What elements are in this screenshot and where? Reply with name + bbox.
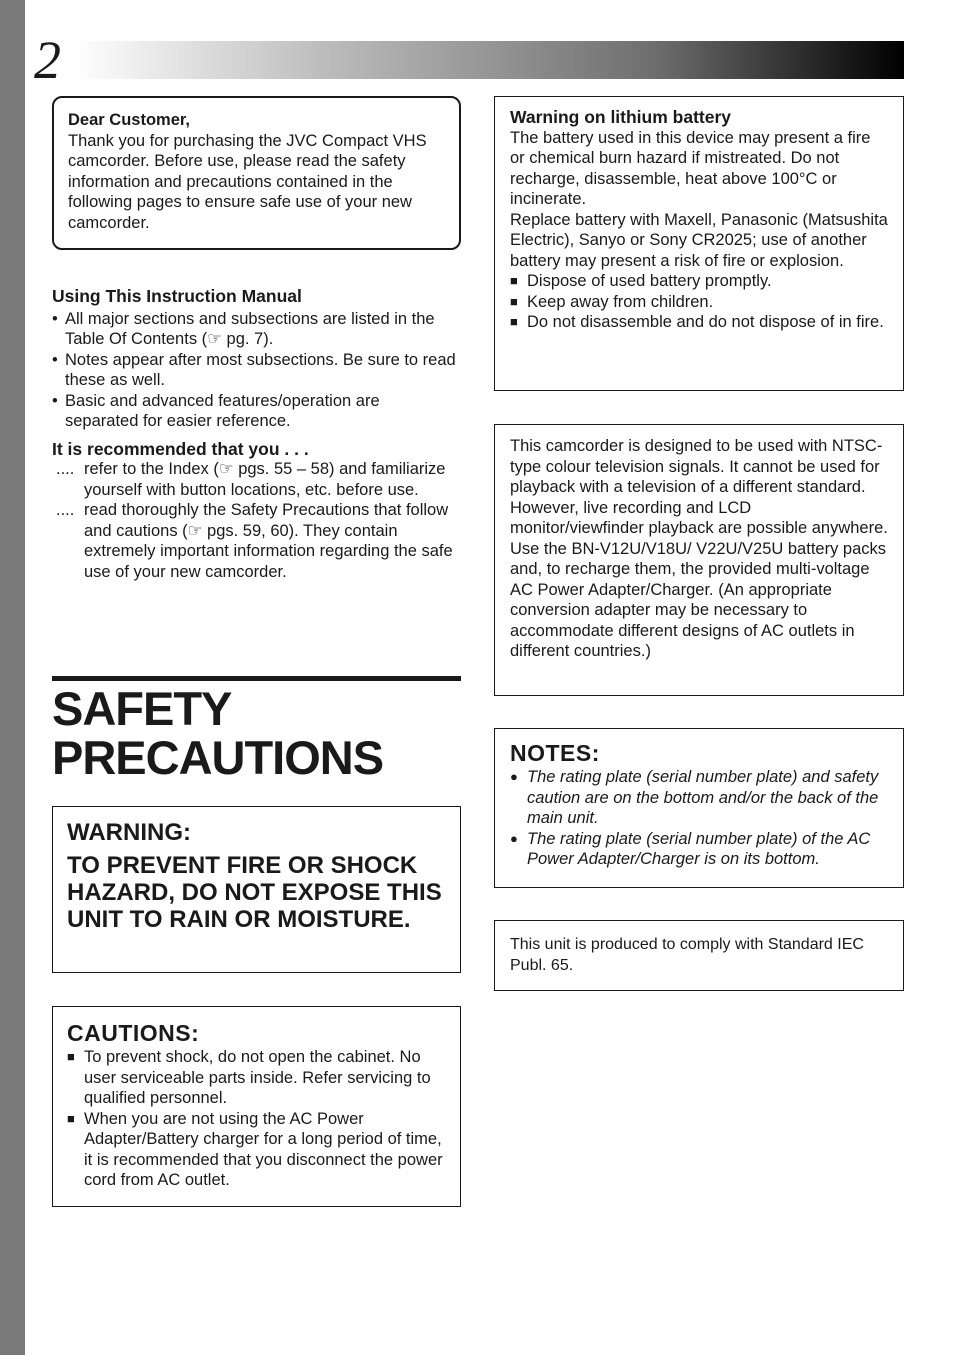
manual-section <box>52 286 457 582</box>
cautions-list <box>67 1047 446 1191</box>
recommend-list <box>52 459 457 582</box>
dear-customer-title: Dear Customer, <box>68 111 190 129</box>
heading-line-2: PRECAUTIONS <box>52 731 384 784</box>
lithium-warning-box <box>494 96 904 391</box>
left-margin-bar <box>0 0 25 1355</box>
cautions-title: CAUTIONS: <box>67 1020 200 1046</box>
heading-rule <box>52 676 461 681</box>
list-item: .... read thoroughly the Safety Precautions that follow and cautions (☞ pgs. 59, 60). They contain extremely important information regarding the safe use of your new camcorder. <box>56 501 453 581</box>
warning-label: WARNING: <box>67 819 191 846</box>
lithium-para-1: The battery used in this device may present a fire or chemical burn hazard if mistreated. Do not recharge, disassemble, heat above 100°C or incinerate. <box>510 128 871 208</box>
list-item: • Notes appear after most subsections. Be sure to read these as well. <box>52 350 456 389</box>
ntsc-info-box <box>494 424 904 696</box>
lithium-title: Warning on lithium battery <box>510 107 732 127</box>
list-item: ■ To prevent shock, do not open the cabinet. No user serviceable parts inside. Refer servicing to qualified personnel. <box>67 1048 431 1107</box>
list-item: ■ Do not disassemble and do not dispose of in fire. <box>510 313 884 331</box>
notes-box <box>494 728 904 888</box>
list-item: .... refer to the Index (☞ pgs. 55 – 58) and familiarize yourself with button locations, etc. before use. <box>56 460 446 499</box>
warning-box <box>52 806 461 973</box>
list-item: • All major sections and subsections are listed in the Table Of Contents (☞ pg. 7). <box>52 309 435 348</box>
list-item: ■ When you are not using the AC Power Adapter/Battery charger for a long period of time, it is recommended that you disconnect the power cord from AC outlet. <box>67 1109 443 1189</box>
lithium-list <box>510 271 889 333</box>
list-item: ● The rating plate (serial number plate) of the AC Power Adapter/Charger is on its bottom. <box>510 829 871 868</box>
safety-precautions-heading <box>52 684 383 782</box>
standard-text: This unit is produced to comply with Standard IEC Publ. 65. <box>510 936 864 974</box>
ntsc-text: This camcorder is designed to be used with NTSC-type colour television signals. It cannot be used for playback with a television of a different standard. However, live recording and LCD monitor/viewfinder playback are possible anywhere. Use the BN-V12U/V18U/ V22U/V25U battery packs and, to recharge them, the provided multi-voltage AC Power Adapter/Charger. (An appropriate conversion adapter may be necessary to accommodate different designs of AC outlets in different countries.) <box>510 437 888 660</box>
list-item: • Basic and advanced features/operation are separated for easier reference. <box>52 391 380 430</box>
page-number: 2 <box>34 30 61 90</box>
recommend-title: It is recommended that you . . . <box>52 438 309 459</box>
standard-compliance-box <box>494 920 904 991</box>
manual-title: Using This Instruction Manual <box>52 286 302 306</box>
notes-list <box>510 767 889 870</box>
notes-title: NOTES: <box>510 740 600 766</box>
dear-customer-body: Thank you for purchasing the JVC Compact VHS camcorder. Before use, please read the safety information and precautions contained in the following pages to ensure safe use of your new camcorder. <box>68 131 427 232</box>
lithium-para-2: Replace battery with Maxell, Panasonic (Matsushita Electric), Sanyo or Sony CR2025; use of another battery may present a risk of fire or explosion. <box>510 210 888 270</box>
warning-text: TO PREVENT FIRE OR SHOCK HAZARD, DO NOT EXPOSE THIS UNIT TO RAIN OR MOISTURE. <box>67 852 442 933</box>
manual-bullet-list <box>52 309 457 432</box>
list-item: ■ Keep away from children. <box>510 292 714 311</box>
list-item: ● The rating plate (serial number plate) and safety caution are on the bottom and/or the back of the main unit. <box>510 768 879 827</box>
cautions-box <box>52 1006 461 1207</box>
dear-customer-box <box>52 96 461 250</box>
header-gradient-bar <box>72 41 904 79</box>
list-item: ■ Dispose of used battery promptly. <box>510 272 772 290</box>
heading-line-1: SAFETY <box>52 682 232 735</box>
